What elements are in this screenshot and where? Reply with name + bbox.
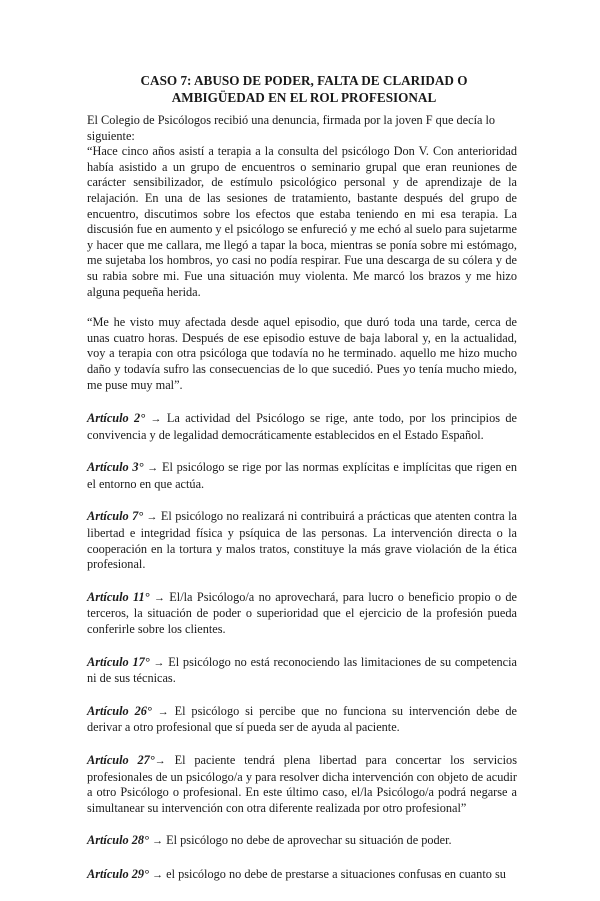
article-label: Artículo 3° bbox=[87, 460, 144, 475]
arrow-icon: → bbox=[152, 835, 164, 848]
complaint-quote-1: “Hace cinco años asistí a terapia a la consulta del psicólogo Don V. Con anterioridad había asistido a un grupo de encuentros o seminario grupal que eran reuniones de carácter sensibilizador, de estímulo psicológico personal y de aprendizaje de la relajación. En una de las sesiones de tratamiento, bastante después del grupo de encuentro, discutimos sobre los efectos que estaba teniendo en mi esa terapia. La discusión fue en aumento y el psicólogo se enfureció y me echó al suelo para sujetarme y hacer que me callara, me llegó a tapar la boca, mientras se ponía sobre mi estómago, me sujetaba los hombros, yo casi no podía respirar. Fue una descarga de su cólera y de su rabia sobre mi. Fue una situación muy violenta. Me marcó los brazos y me hizo alguna pequeña herida. bbox=[87, 144, 517, 299]
article-label: Artículo 11° bbox=[87, 589, 150, 604]
arrow-icon: → bbox=[154, 755, 166, 767]
article-label: Artículo 29° bbox=[87, 866, 149, 881]
article-label: Artículo 28° bbox=[87, 833, 149, 848]
arrow-icon: → bbox=[153, 656, 165, 669]
intro-paragraph: El Colegio de Psicólogos recibió una denuncia, firmada por la joven F que decía lo siguiente: bbox=[87, 113, 496, 143]
article-28 bbox=[87, 833, 517, 850]
arrow-icon: → bbox=[157, 705, 169, 718]
article-label: Artículo 26° bbox=[87, 703, 152, 718]
article-text: El/la Psicólogo/a no aprovechará, para lucro o beneficio propio o de terceros, la situación de poder o superioridad que el ejercicio de la profesión pueda conferirle sobre los clientes. bbox=[87, 589, 518, 637]
article-text: el psicólogo no debe de prestarse a situaciones confusas en cuanto su bbox=[166, 866, 506, 881]
article-29 bbox=[87, 867, 517, 884]
complaint-quote-2: “Me he visto muy afectada desde aquel episodio, que duró toda una tarde, cerca de unas cuatro horas. Después de ese episodio estuve de baja laboral y, en la actualidad, voy a terapia con otra psicóloga que todavía no he terminado. aquello me hizo mucho daño y todavía sufro las consecuencias de lo que sucedió. Pues yo tenía mucho miedo, me puse muy mal”. bbox=[87, 315, 517, 392]
article-label: Artículo 2° bbox=[87, 411, 146, 426]
arrow-icon: → bbox=[147, 462, 159, 475]
article-label: Artículo 27° bbox=[87, 753, 155, 767]
article-3 bbox=[87, 460, 517, 492]
article-2 bbox=[87, 411, 517, 443]
article-7 bbox=[87, 509, 517, 572]
article-text: La actividad del Psicólogo se rige, ante todo, por los principios de convivencia y de legalidad democráticamente establecidos en el Estado Español. bbox=[87, 411, 518, 442]
document-body bbox=[87, 113, 517, 901]
article-text: El paciente tendrá plena libertad para concertar los servicios profesionales de un psicólogo/a y para resolver dicha intervención con objeto de acudir a otro Psicólogo o profesional. En este último caso, el/la Psicólogo/a podrá negarse a simultanear su intervención con otra diferente realizada por otro profesional” bbox=[87, 753, 517, 815]
arrow-icon: → bbox=[152, 868, 164, 881]
article-text: El psicólogo no debe de aprovechar su situación de poder. bbox=[166, 833, 452, 848]
article-17 bbox=[87, 655, 517, 687]
article-text: El psicólogo no realizará ni contribuirá a prácticas que atenten contra la libertad e integridad física y psíquica de las personas. La intervención directa o la cooperación en la tortura y malos tratos, constituye la más grave violación de la ética profesional. bbox=[87, 509, 518, 572]
article-text: El psicólogo se rige por las normas explícitas e implícitas que rigen en el entorno en que actúa. bbox=[87, 460, 517, 491]
article-26 bbox=[87, 704, 517, 736]
article-label: Artículo 17° bbox=[87, 654, 150, 669]
case-title: CASO 7: ABUSO DE PODER, FALTA DE CLARIDAD O AMBIGÜEDAD EN EL ROL PROFESIONAL bbox=[140, 73, 468, 105]
arrow-icon: → bbox=[153, 591, 165, 604]
article-text: El psicólogo no está reconociendo las limitaciones de su competencia ni de sus técnicas. bbox=[87, 654, 518, 686]
article-label: Artículo 7° bbox=[87, 509, 144, 524]
article-text: El psicólogo si percibe que no funciona su intervención debe de derivar a otro profesional que sí pueda ser de ayuda al paciente. bbox=[87, 703, 517, 735]
article-11 bbox=[87, 590, 517, 638]
article-27 bbox=[87, 753, 517, 816]
arrow-icon: → bbox=[150, 413, 162, 426]
arrow-icon: → bbox=[146, 511, 158, 524]
